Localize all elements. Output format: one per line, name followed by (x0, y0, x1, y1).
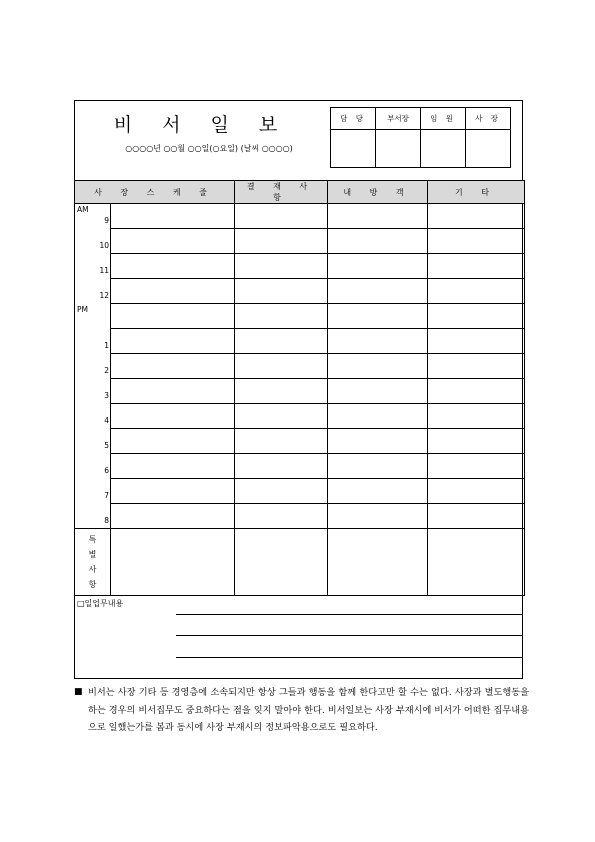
schedule-cell-visitors[interactable] (328, 504, 428, 529)
hour-label: 1 (104, 340, 109, 350)
schedule-cell-other[interactable] (428, 279, 525, 304)
schedule-cell-schedule[interactable] (111, 404, 235, 429)
schedule-cell-other[interactable] (428, 304, 525, 329)
approval-label-dept-head: 부서장 (376, 108, 421, 130)
schedule-row (75, 479, 525, 504)
writing-line[interactable] (176, 657, 523, 658)
schedule-cell-approvals[interactable] (235, 229, 328, 254)
schedule-cell-approvals[interactable] (235, 429, 328, 454)
hour-label: 2 (104, 365, 109, 375)
ampm-label: PM (77, 304, 88, 314)
schedule-cell-visitors[interactable] (328, 279, 428, 304)
schedule-row (75, 304, 525, 329)
schedule-cell-schedule[interactable] (111, 479, 235, 504)
time-cell (75, 429, 111, 454)
ampm-label: AM (77, 205, 89, 214)
schedule-cell-schedule[interactable] (111, 329, 235, 354)
approval-box-executive[interactable] (421, 130, 466, 168)
time-cell (75, 229, 111, 254)
schedule-cell-approvals[interactable] (235, 379, 328, 404)
schedule-cell-visitors[interactable] (328, 379, 428, 404)
schedule-cell-other[interactable] (428, 329, 525, 354)
time-cell (75, 254, 111, 279)
schedule-row (75, 354, 525, 379)
writing-line[interactable] (176, 635, 523, 636)
note-text: 비서는 사장 기타 등 경영층에 소속되지만 항상 그들과 행동을 함께 한다고만 할 수는 없다. 사장과 별도행동을 하는 경우의 비서집무도 중요하다는 점을 잊지 말아야 한다. 비서일보는 사장 부재시에 비서가 어떠한 집무내용으로 일했는가를 봄과 동시에 사장 부재시의 정보파악용으로도 필요하다. (88, 687, 529, 733)
time-cell (75, 204, 111, 229)
schedule-row (75, 204, 525, 229)
schedule-cell-other[interactable] (428, 504, 525, 529)
schedule-cell-other[interactable] (428, 479, 525, 504)
schedule-cell-visitors[interactable] (328, 354, 428, 379)
time-cell (75, 379, 111, 404)
special-notes-label: 특 별 사 항 (75, 529, 111, 596)
hour-label: 7 (104, 490, 109, 500)
schedule-row (75, 379, 525, 404)
schedule-cell-schedule[interactable] (111, 354, 235, 379)
time-cell (75, 329, 111, 354)
schedule-cell-schedule[interactable] (111, 229, 235, 254)
approval-box-president[interactable] (466, 130, 511, 168)
schedule-cell-visitors[interactable] (328, 229, 428, 254)
approval-label-staff: 담 당 (331, 108, 376, 130)
column-header-approvals: 결 재 사 항 (235, 181, 328, 204)
hour-label: 5 (104, 440, 109, 450)
schedule-cell-schedule[interactable] (111, 379, 235, 404)
time-cell (75, 354, 111, 379)
hour-label: 12 (99, 290, 109, 300)
special-notes-other-cell[interactable] (428, 529, 525, 596)
schedule-cell-visitors[interactable] (328, 254, 428, 279)
approval-label-executive: 임 원 (421, 108, 466, 130)
hour-label: 10 (99, 240, 109, 250)
hour-label: 6 (104, 465, 109, 475)
schedule-cell-other[interactable] (428, 429, 525, 454)
time-cell (75, 479, 111, 504)
approval-table (330, 107, 511, 168)
time-cell (75, 279, 111, 304)
hour-label: 8 (104, 515, 109, 525)
schedule-cell-schedule[interactable] (111, 204, 235, 229)
schedule-row (75, 429, 525, 454)
schedule-cell-visitors[interactable] (328, 454, 428, 479)
schedule-cell-approvals[interactable] (235, 354, 328, 379)
schedule-cell-visitors[interactable] (328, 479, 428, 504)
schedule-cell-other[interactable] (428, 254, 525, 279)
writing-line[interactable] (176, 614, 523, 615)
special-notes-visitors-cell[interactable] (328, 529, 428, 596)
schedule-cell-schedule[interactable] (111, 254, 235, 279)
schedule-cell-other[interactable] (428, 229, 525, 254)
schedule-cell-visitors[interactable] (328, 329, 428, 354)
schedule-cell-approvals[interactable] (235, 204, 328, 229)
note-block (74, 684, 529, 737)
schedule-table (74, 180, 525, 596)
time-cell (75, 304, 111, 329)
special-notes-schedule-cell[interactable] (111, 529, 235, 596)
column-header-visitors: 내 방 객 (328, 181, 428, 204)
schedule-row (75, 454, 525, 479)
approval-label-president: 사 장 (466, 108, 511, 130)
schedule-cell-approvals[interactable] (235, 479, 328, 504)
schedule-cell-other[interactable] (428, 354, 525, 379)
schedule-row (75, 504, 525, 529)
time-cell (75, 504, 111, 529)
schedule-cell-schedule[interactable] (111, 454, 235, 479)
schedule-cell-visitors[interactable] (328, 404, 428, 429)
column-header-schedule: 사 장 스 케 줄 (75, 181, 235, 204)
date-line: ○○○○년 ○○월 ○○일(○요일) (날씨 ○○○○) (125, 144, 293, 153)
approval-box-staff[interactable] (331, 130, 376, 168)
schedule-cell-other[interactable] (428, 454, 525, 479)
schedule-cell-visitors[interactable] (328, 429, 428, 454)
schedule-cell-approvals[interactable] (235, 504, 328, 529)
schedule-cell-other[interactable] (428, 204, 525, 229)
special-notes-approvals-cell[interactable] (235, 529, 328, 596)
hour-label: 3 (104, 390, 109, 400)
approval-box-dept-head[interactable] (376, 130, 421, 168)
hour-label: 4 (104, 415, 109, 425)
schedule-cell-approvals[interactable] (235, 279, 328, 304)
schedule-cell-approvals[interactable] (235, 254, 328, 279)
schedule-cell-approvals[interactable] (235, 404, 328, 429)
hour-label: 11 (99, 265, 109, 275)
schedule-row (75, 254, 525, 279)
schedule-cell-other[interactable] (428, 404, 525, 429)
schedule-cell-schedule[interactable] (111, 429, 235, 454)
square-bullet-icon: ■ (74, 687, 83, 697)
time-cell (75, 404, 111, 429)
schedule-cell-approvals[interactable] (235, 304, 328, 329)
time-cell (75, 454, 111, 479)
column-header-other: 기 타 (428, 181, 525, 204)
schedule-cell-schedule[interactable] (111, 279, 235, 304)
schedule-row (75, 404, 525, 429)
schedule-cell-schedule[interactable] (111, 304, 235, 329)
other-tasks-label: □일업무내용 (77, 599, 124, 608)
schedule-cell-approvals[interactable] (235, 454, 328, 479)
schedule-cell-other[interactable] (428, 379, 525, 404)
schedule-cell-approvals[interactable] (235, 329, 328, 354)
schedule-row (75, 279, 525, 304)
schedule-row (75, 329, 525, 354)
schedule-cell-visitors[interactable] (328, 304, 428, 329)
schedule-row (75, 229, 525, 254)
schedule-cell-visitors[interactable] (328, 204, 428, 229)
page-title: 비 서 일 보 (113, 114, 290, 136)
schedule-cell-schedule[interactable] (111, 504, 235, 529)
hour-label: 9 (104, 216, 109, 225)
